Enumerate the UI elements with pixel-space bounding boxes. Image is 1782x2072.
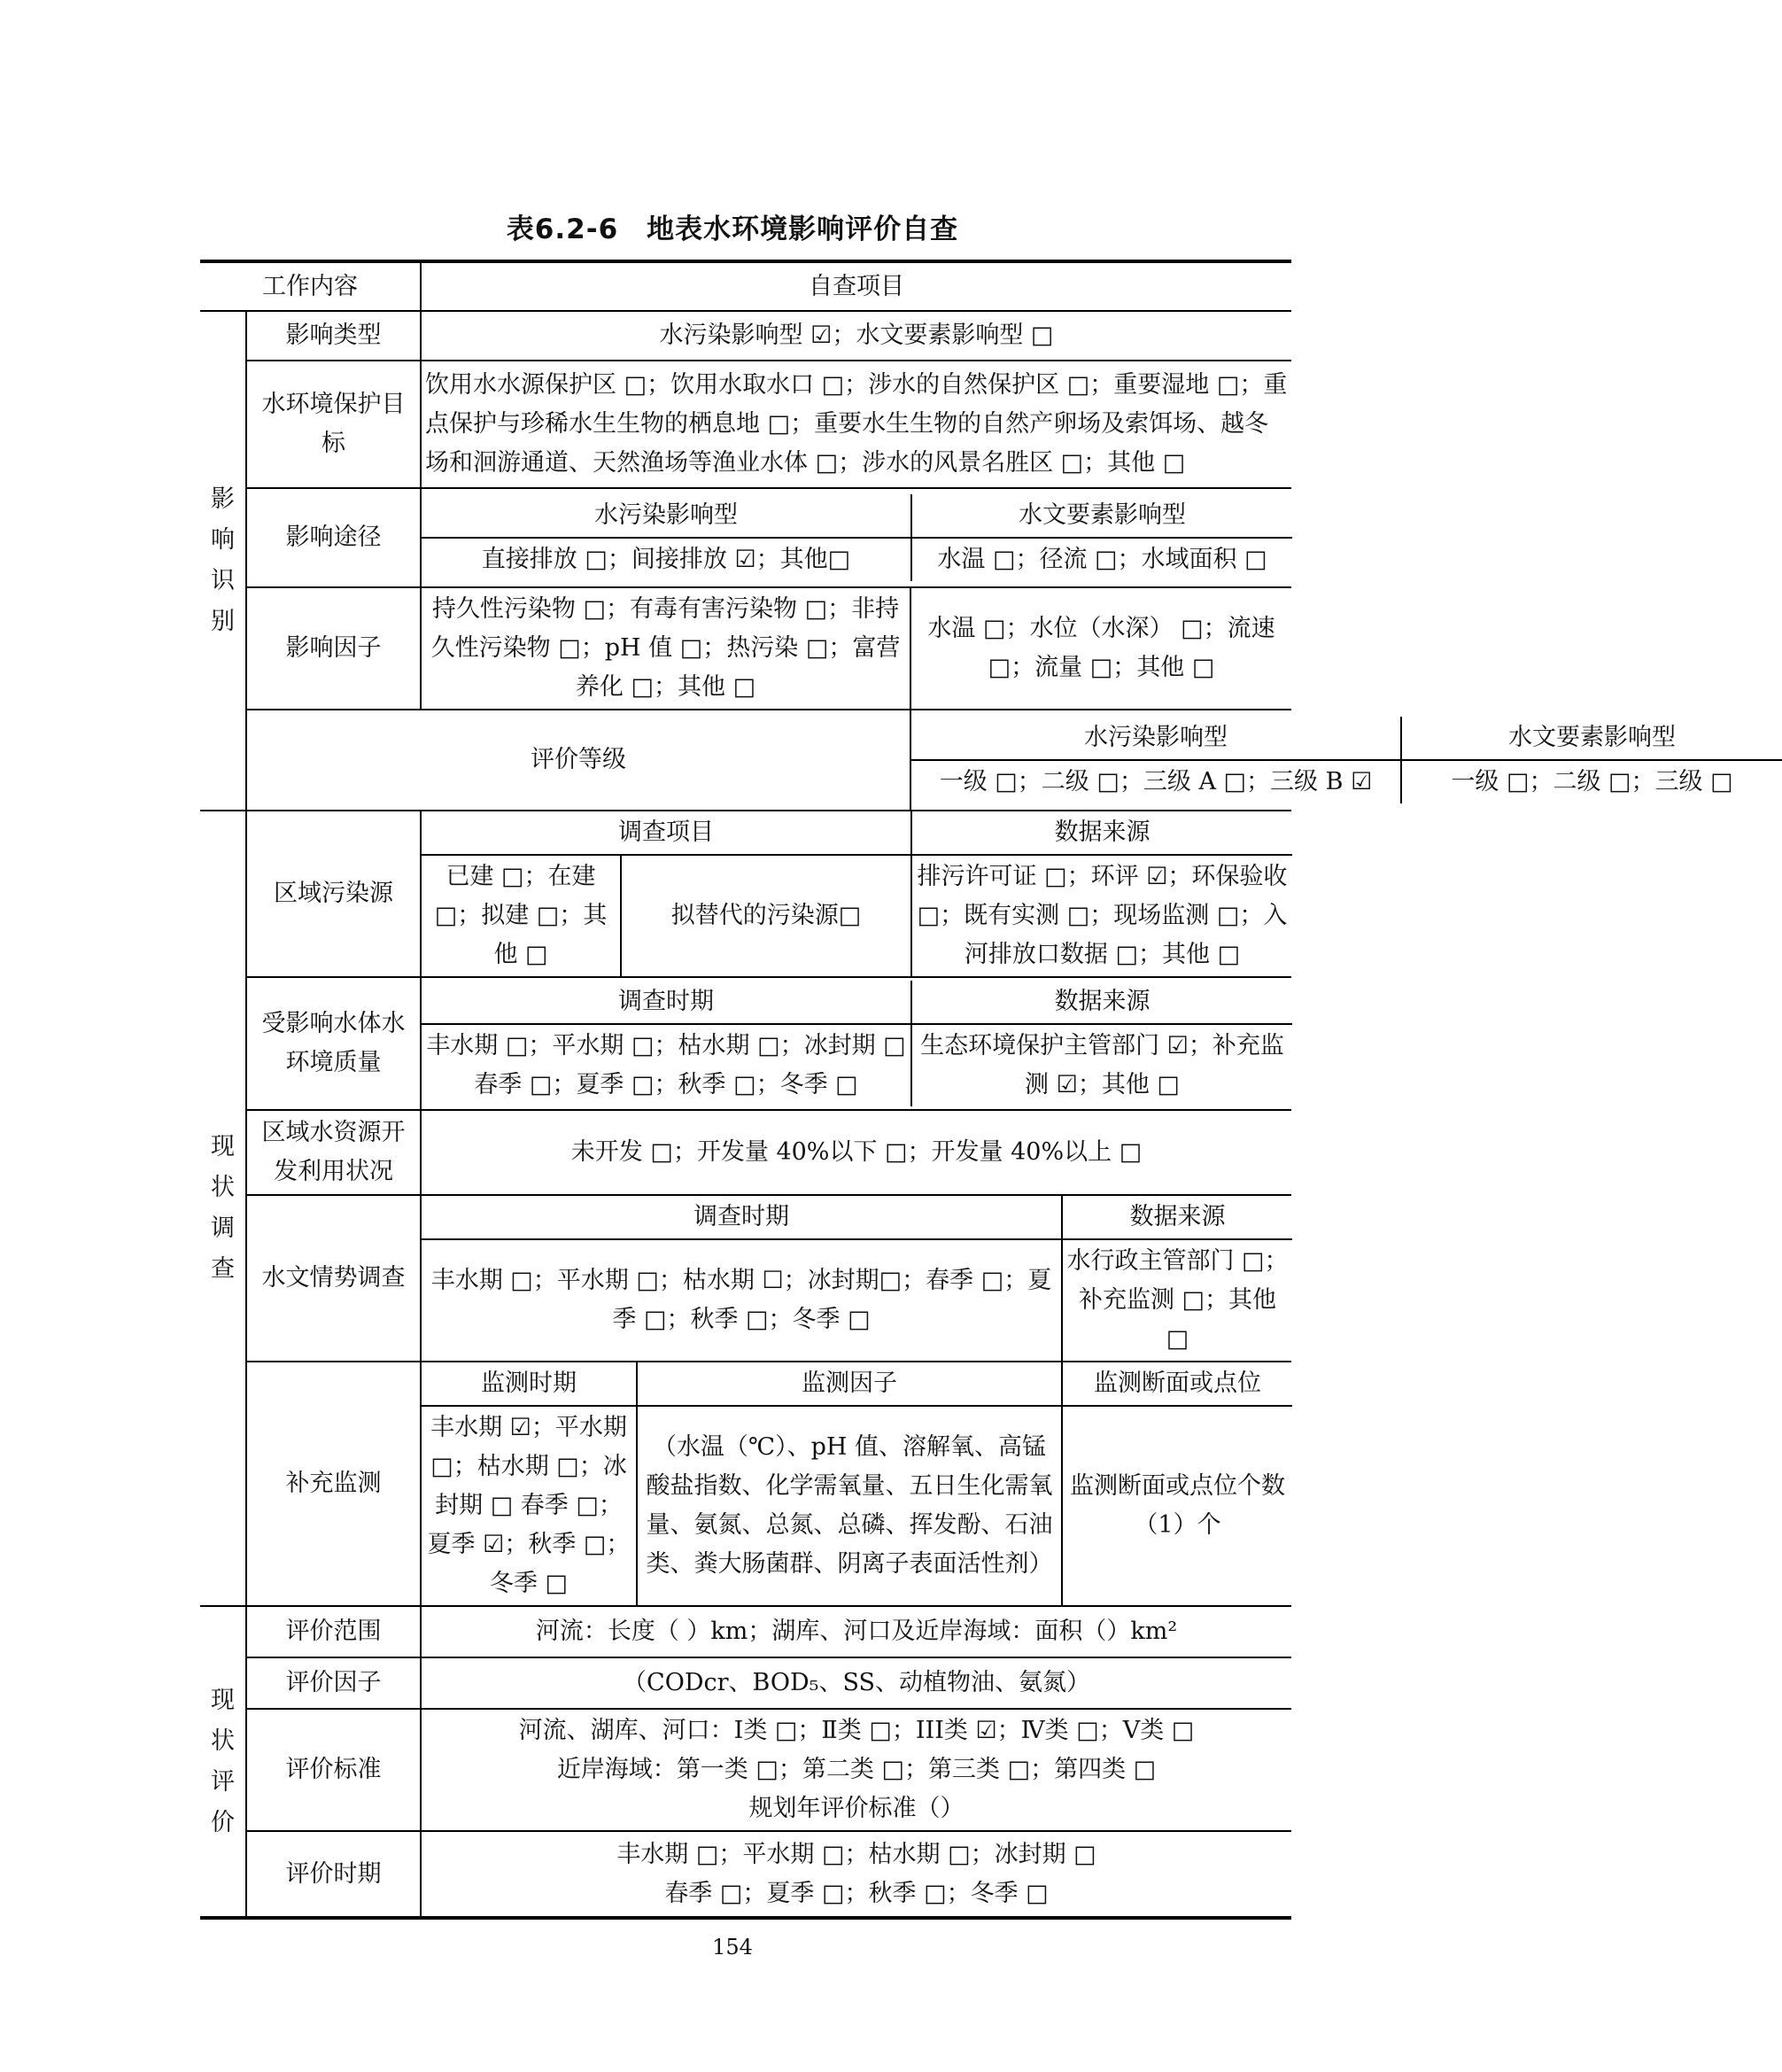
grade-value-pollution: 一级 □；二级 □；三级 A □；三级 B ☑ xyxy=(911,760,1401,803)
regional-header-source: 数据来源 xyxy=(911,811,1292,855)
row-label: 水环境保护目标 xyxy=(246,361,421,488)
affected-header-period: 调查时期 xyxy=(422,981,911,1024)
factor-pollution: 持久性污染物 □；有毒有害污染物 □；非持久性污染物 □；pH 值 □；热污染 □；富营养化 □；其他 □ xyxy=(421,587,910,710)
row-label: 补充监测 xyxy=(246,1362,421,1606)
row-label: 评价时期 xyxy=(246,1831,421,1918)
hydro-value-period: 丰水期 □；平水期 □；枯水期 ☐；冰封期□；春季 □；夏季 □；秋季 □；冬季 □ xyxy=(422,1239,1062,1361)
row-label: 水文情势调查 xyxy=(246,1195,421,1362)
regional-value-status: 已建 □；在建 □；拟建 □；其他 □ xyxy=(422,855,621,976)
grade-value-hydro: 一级 □；二级 □；三级 □ xyxy=(1401,760,1782,803)
row-label: 评价标准 xyxy=(246,1709,421,1831)
hydro-value-source: 水行政主管部门 □；补充监测 □；其他 □ xyxy=(1062,1239,1292,1361)
hydro-header-period: 调查时期 xyxy=(422,1196,1062,1239)
standard-line-2: 近岸海域：第一类 □；第二类 □；第三类 □；第四类 □ xyxy=(556,1756,1157,1783)
header-check-items: 自查项目 xyxy=(421,261,1291,311)
row-label: 影响因子 xyxy=(246,587,421,710)
supplement-header-period: 监测时期 xyxy=(422,1362,637,1406)
supplement-header-points: 监测断面或点位 xyxy=(1062,1362,1292,1406)
row-label: 区域污染源 xyxy=(246,811,421,977)
pathway-header-pollution: 水污染影响型 xyxy=(422,494,911,538)
affected-header-source: 数据来源 xyxy=(911,981,1292,1024)
row-label: 评价等级 xyxy=(246,710,910,811)
pathway-header-hydro: 水文要素影响型 xyxy=(911,494,1292,538)
regional-value-replace: 拟替代的污染源□ xyxy=(621,855,911,976)
supplement-value-factor: （水温（℃）、pH 值、溶解氧、高锰酸盐指数、化学需氧量、五日生化需氧量、氨氮、总氮、总磷、挥发酚、石油类、粪大肠菌群、阴离子表面活性剂） xyxy=(637,1406,1062,1605)
header-work-content: 工作内容 xyxy=(200,261,421,311)
period-value xyxy=(421,1831,1291,1918)
affected-value-source: 生态环境保护主管部门 ☑；补充监测 ☑；其他 □ xyxy=(911,1024,1292,1106)
standard-line-3: 规划年评价标准（） xyxy=(748,1795,965,1822)
impact-type-value: 水污染影响型 ☑；水文要素影响型 □ xyxy=(421,311,1291,361)
section-evaluate: 现状评价 xyxy=(200,1606,246,1918)
grade-header-hydro: 水文要素影响型 xyxy=(1401,717,1782,760)
row-label: 受影响水体水环境质量 xyxy=(246,977,421,1110)
row-label: 评价范围 xyxy=(246,1606,421,1657)
period-line-2: 春季 □；夏季 □；秋季 □；冬季 □ xyxy=(664,1879,1049,1907)
supplement-value-points: 监测断面或点位个数（1）个 xyxy=(1062,1406,1292,1605)
section-survey: 现状调查 xyxy=(200,811,246,1606)
hydro-header-source: 数据来源 xyxy=(1062,1196,1292,1239)
period-line-1: 丰水期 □；平水期 □；枯水期 □；冰封期 □ xyxy=(616,1840,1096,1868)
protection-value: 饮用水水源保护区 □；饮用水取水口 □；涉水的自然保护区 □；重要湿地 □；重点保护与珍稀水生生物的栖息地 □；重要水生生物的自然产卵场及索饵场、越冬场和洄游通道、天然渔场等渔业水体 □；涉水的风景名胜区 □；其他 □ xyxy=(421,361,1291,488)
resource-value: 未开发 □；开发量 40%以下 □；开发量 40%以上 □ xyxy=(421,1110,1291,1195)
supplement-header-factor: 监测因子 xyxy=(637,1362,1062,1406)
grade-header-pollution: 水污染影响型 xyxy=(911,717,1401,760)
table-title: 表6.2-6 地表水环境影响评价自查 xyxy=(506,213,959,245)
pathway-value-hydro: 水温 □；径流 □；水域面积 □ xyxy=(911,538,1292,581)
section-identify: 影响识别 xyxy=(200,311,246,811)
supplement-value-period: 丰水期 ☑；平水期 □；枯水期 □；冰封期 □ 春季 □；夏季 ☑；秋季 □；冬季 □ xyxy=(422,1406,637,1605)
row-label: 评价因子 xyxy=(246,1657,421,1709)
pathway-value-pollution: 直接排放 □；间接排放 ☑；其他□ xyxy=(422,538,911,581)
factor-hydro: 水温 □；水位（水深） □；流速 □；流量 □；其他 □ xyxy=(910,587,1291,710)
eval-factor-value: （CODcr、BOD₅、SS、动植物油、氨氮） xyxy=(421,1657,1291,1709)
standard-line-1: 河流、湖库、河口：Ⅰ类 □；Ⅱ类 □；III类 ☑；Ⅳ类 □；Ⅴ类 □ xyxy=(518,1717,1195,1744)
page-number: 154 xyxy=(712,1935,753,1959)
affected-value-period: 丰水期 □；平水期 □；枯水期 □；冰封期 □ 春季 □；夏季 □；秋季 □；冬季 □ xyxy=(422,1024,911,1106)
scope-value: 河流：长度（ ）km；湖库、河口及近岸海域：面积（）km² xyxy=(421,1606,1291,1657)
row-label: 影响类型 xyxy=(246,311,421,361)
standard-value xyxy=(421,1709,1291,1831)
regional-value-source: 排污许可证 □；环评 ☑；环保验收 □；既有实测 □；现场监测 □；入河排放口数据 □；其他 □ xyxy=(911,855,1292,976)
regional-header-items: 调查项目 xyxy=(422,811,911,855)
row-label: 影响途径 xyxy=(246,488,421,587)
row-label: 区域水资源开发利用状况 xyxy=(246,1110,421,1195)
self-check-table xyxy=(200,260,1733,1920)
